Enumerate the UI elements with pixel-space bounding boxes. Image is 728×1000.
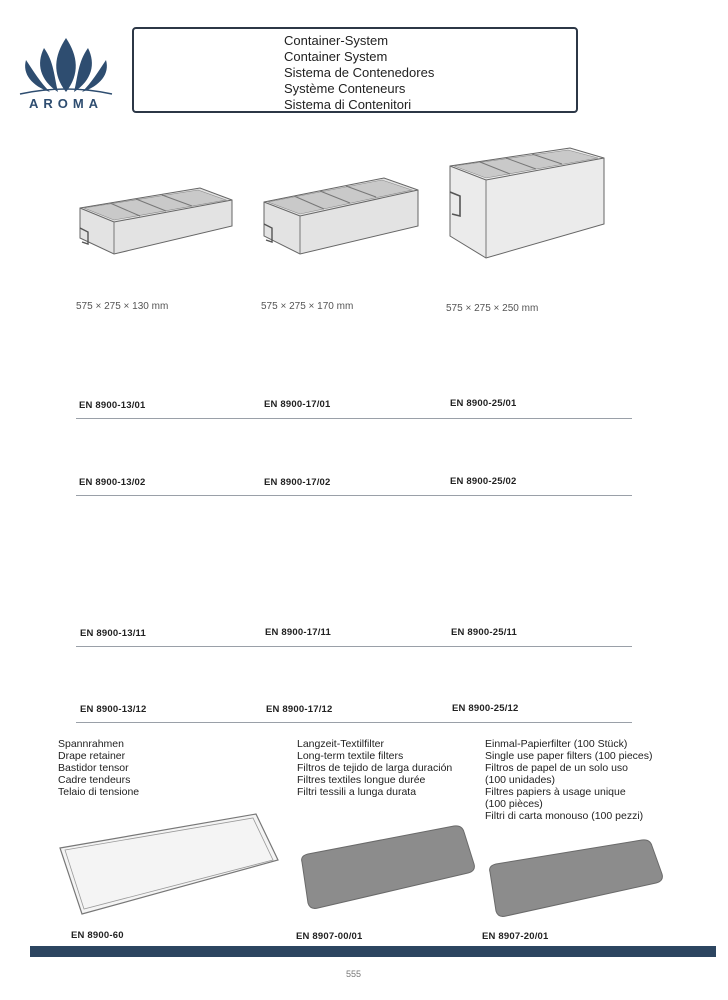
paper-filter-description: Einmal-Papierfilter (100 Stück) Single use paper filters (100 pieces) Filtros de papel de un solo uso (100 unidades) Filtres papiers à usage unique (100 pièces) Filtri di carta monouso (100 pezzi) xyxy=(485,738,653,822)
code-130-02: EN 8900-13/02 xyxy=(79,477,146,488)
container-170-image xyxy=(260,172,422,262)
aroma-logo xyxy=(14,34,118,112)
container-250-dimensions: 575 × 275 × 250 mm xyxy=(446,303,539,314)
textile-filter-image xyxy=(296,822,478,912)
row-divider xyxy=(76,646,632,647)
drape-retainer-image xyxy=(56,810,282,920)
container-130-image xyxy=(74,182,236,262)
code-130-12: EN 8900-13/12 xyxy=(80,704,147,715)
code-170-01: EN 8900-17/01 xyxy=(264,399,331,410)
code-250-11: EN 8900-25/11 xyxy=(451,627,517,638)
container-170-dimensions: 575 × 275 × 170 mm xyxy=(261,301,354,312)
container-130-dimensions: 575 × 275 × 130 mm xyxy=(76,301,169,312)
code-170-02: EN 8900-17/02 xyxy=(264,477,331,488)
code-250-01: EN 8900-25/01 xyxy=(450,398,517,409)
paper-filter-code: EN 8907-20/01 xyxy=(482,931,549,942)
code-170-12: EN 8900-17/12 xyxy=(266,704,333,715)
footer-band xyxy=(30,946,716,957)
title-it: Sistema di Contenitori xyxy=(284,97,412,112)
title-en: Container System xyxy=(284,49,388,64)
svg-text:AROMA: AROMA xyxy=(28,96,104,111)
code-130-11: EN 8900-13/11 xyxy=(80,628,146,639)
textile-filter-description: Langzeit-Textilfilter Long-term textile filters Filtros de tejido de larga duración Filtres textiles longue durée Filtri tessili a lunga durata xyxy=(297,738,453,798)
title-de: Container-System xyxy=(284,33,389,48)
title-fr: Système Conteneurs xyxy=(284,81,406,96)
code-250-12: EN 8900-25/12 xyxy=(452,703,519,714)
drape-retainer-code: EN 8900-60 xyxy=(71,930,124,941)
page-number: 555 xyxy=(346,969,362,979)
code-250-02: EN 8900-25/02 xyxy=(450,476,517,487)
drape-retainer-description: Spannrahmen Drape retainer Bastidor tensor Cadre tendeurs Telaio di tensione xyxy=(58,738,140,798)
row-divider xyxy=(76,495,632,496)
row-divider xyxy=(76,722,632,723)
title-lines xyxy=(284,33,434,113)
row-divider xyxy=(76,418,632,419)
title-es: Sistema de Contenedores xyxy=(284,65,435,80)
container-250-image xyxy=(446,144,608,262)
textile-filter-code: EN 8907-00/01 xyxy=(296,931,363,942)
paper-filter-image xyxy=(484,836,666,920)
code-130-01: EN 8900-13/01 xyxy=(79,400,146,411)
code-170-11: EN 8900-17/11 xyxy=(265,627,331,638)
